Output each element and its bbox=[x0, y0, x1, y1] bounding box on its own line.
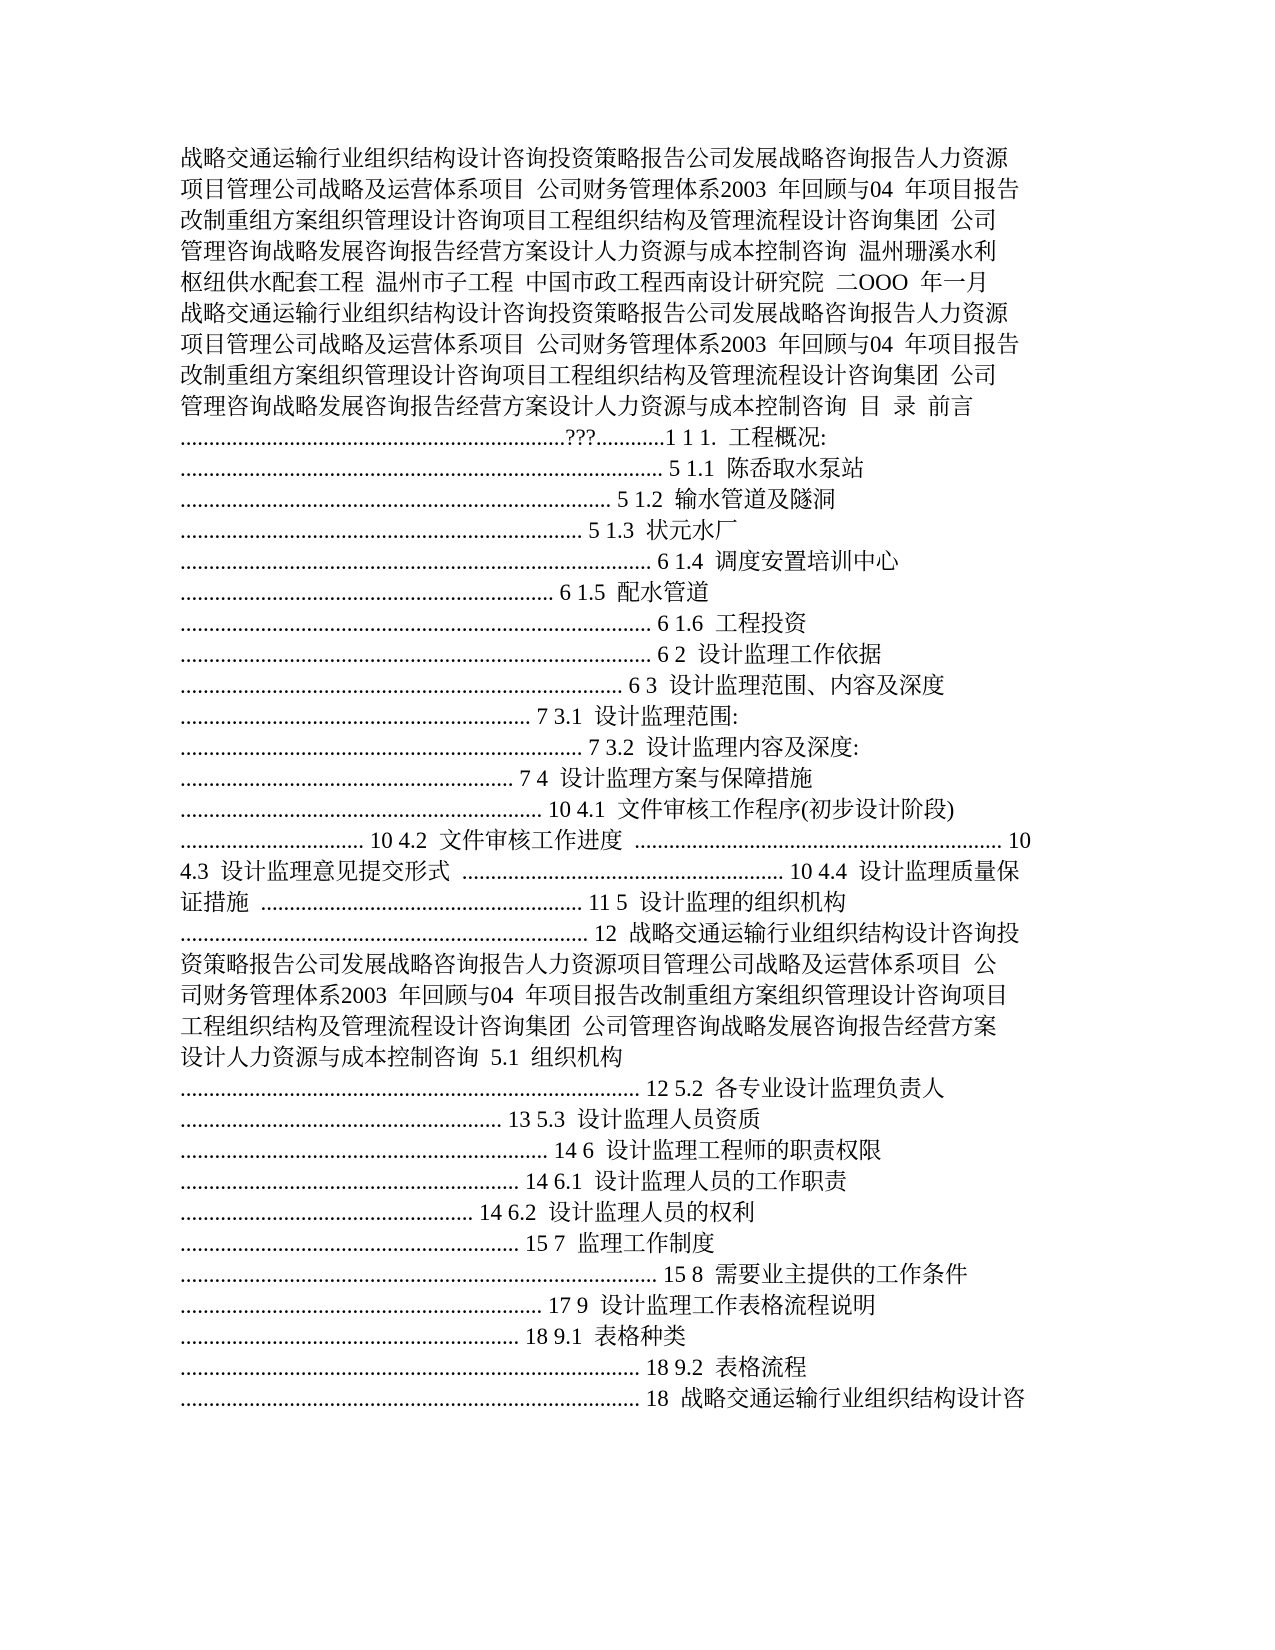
toc-entry-line: ................................................................................ 18 9.2 表格流程 bbox=[180, 1355, 807, 1380]
toc-entry-line: ........................................................... 14 6.1 设计监理人员的工作职责 bbox=[180, 1169, 847, 1194]
body-text-line: 项目管理公司战略及运营体系项目 公司财务管理体系2003 年回顾与04 年项目报告 bbox=[180, 177, 1020, 202]
toc-entry-line: ........................................................................... 5 1.2 输水管道及隧洞 bbox=[180, 487, 836, 512]
document-text-block bbox=[180, 143, 1060, 1414]
body-text-line: 管理咨询战略发展咨询报告经营方案设计人力资源与成本控制咨询 温州珊溪水利 bbox=[180, 239, 997, 264]
body-text-line: 战略交通运输行业组织结构设计咨询投资策略报告公司发展战略咨询报告人力资源 bbox=[180, 301, 1008, 326]
toc-entry-line: .................................................................................. 6 1.4 调度安置培训中心 bbox=[180, 549, 899, 574]
toc-entry-line: 设计人力资源与成本控制咨询 5.1 组织机构 bbox=[180, 1045, 623, 1070]
toc-entry-line: ................................................................................ 12 5.2 各专业设计监理负责人 bbox=[180, 1076, 945, 1101]
toc-entry-line: ...................................................................... 7 3.2 设计监理内容及深度: bbox=[180, 735, 860, 760]
body-text-line: 改制重组方案组织管理设计咨询项目工程组织结构及管理流程设计咨询集团 公司 bbox=[180, 363, 997, 388]
body-text-line: 战略交通运输行业组织结构设计咨询投资策略报告公司发展战略咨询报告人力资源 bbox=[180, 146, 1008, 171]
toc-entry-line: 证措施 ........................................................ 11 5 设计监理的组织机构 bbox=[180, 890, 847, 915]
toc-entry-line: ................................ 10 4.2 文件审核工作进度 ................................................................ 10 bbox=[180, 828, 1031, 853]
body-text-line: 改制重组方案组织管理设计咨询项目工程组织结构及管理流程设计咨询集团 公司 bbox=[180, 208, 997, 233]
toc-entry-line: .......................................................... 7 4 设计监理方案与保障措施 bbox=[180, 766, 813, 791]
toc-entry-line: .................................................................................. 6 2 设计监理工作依据 bbox=[180, 642, 882, 667]
toc-entry-line: ................................................................................... 15 8 需要业主提供的工作条件 bbox=[180, 1262, 968, 1287]
toc-entry-line: ....................................................................... 12 战略交通运输行业组织结构设计咨询投 bbox=[180, 921, 1020, 946]
body-text-line: 司财务管理体系2003 年回顾与04 年项目报告改制重组方案组织管理设计咨询项目 bbox=[180, 983, 1008, 1008]
toc-entry-line: ........................................................ 13 5.3 设计监理人员资质 bbox=[180, 1107, 761, 1132]
body-text-line: 工程组织结构及管理流程设计咨询集团 公司管理咨询战略发展咨询报告经营方案 bbox=[180, 1014, 997, 1039]
toc-entry-line: ................................................................. 6 1.5 配水管道 bbox=[180, 580, 709, 605]
body-text-line: 枢纽供水配套工程 温州市子工程 中国市政工程西南设计研究院 二OOO 年一月 bbox=[180, 270, 989, 295]
toc-entry-line: ........................................................... 18 9.1 表格种类 bbox=[180, 1324, 686, 1349]
toc-entry-line: ........................................................... 15 7 监理工作制度 bbox=[180, 1231, 715, 1256]
toc-entry-line: ...................................................................???............1 1 1. 工程概况: bbox=[180, 425, 827, 450]
toc-entry-line: .................................................................................. 6 1.6 工程投资 bbox=[180, 611, 807, 636]
toc-entry-line: .................................................................................... 5 1.1 陈岙取水泵站 bbox=[180, 456, 865, 481]
toc-entry-line: ................................................................ 14 6 设计监理工程师的职责权限 bbox=[180, 1138, 882, 1163]
toc-entry-line: ...................................................................... 5 1.3 状元水厂 bbox=[180, 518, 738, 543]
body-text-line: 项目管理公司战略及运营体系项目 公司财务管理体系2003 年回顾与04 年项目报告 bbox=[180, 332, 1020, 357]
toc-heading-line: 管理咨询战略发展咨询报告经营方案设计人力资源与成本控制咨询 目 录 前言 bbox=[180, 394, 974, 419]
toc-entry-line: ............................................................................. 6 3 设计监理范围、内容及深度 bbox=[180, 673, 945, 698]
toc-entry-line: ............................................................. 7 3.1 设计监理范围: bbox=[180, 704, 739, 729]
toc-entry-line: ............................................................... 10 4.1 文件审核工作程序(初步设计阶段) bbox=[180, 797, 955, 822]
body-text-line: 资策略报告公司发展战略咨询报告人力资源项目管理公司战略及运营体系项目 公 bbox=[180, 952, 997, 977]
toc-entry-line: ............................................................... 17 9 设计监理工作表格流程说明 bbox=[180, 1293, 876, 1318]
toc-entry-line: ................................................... 14 6.2 设计监理人员的权利 bbox=[180, 1200, 755, 1225]
toc-entry-line: 4.3 设计监理意见提交形式 ........................................................ 10 4.4 设计监理质量保 bbox=[180, 859, 1020, 884]
toc-entry-line: ................................................................................ 18 战略交通运输行业组织结构设计咨 bbox=[180, 1386, 1026, 1411]
